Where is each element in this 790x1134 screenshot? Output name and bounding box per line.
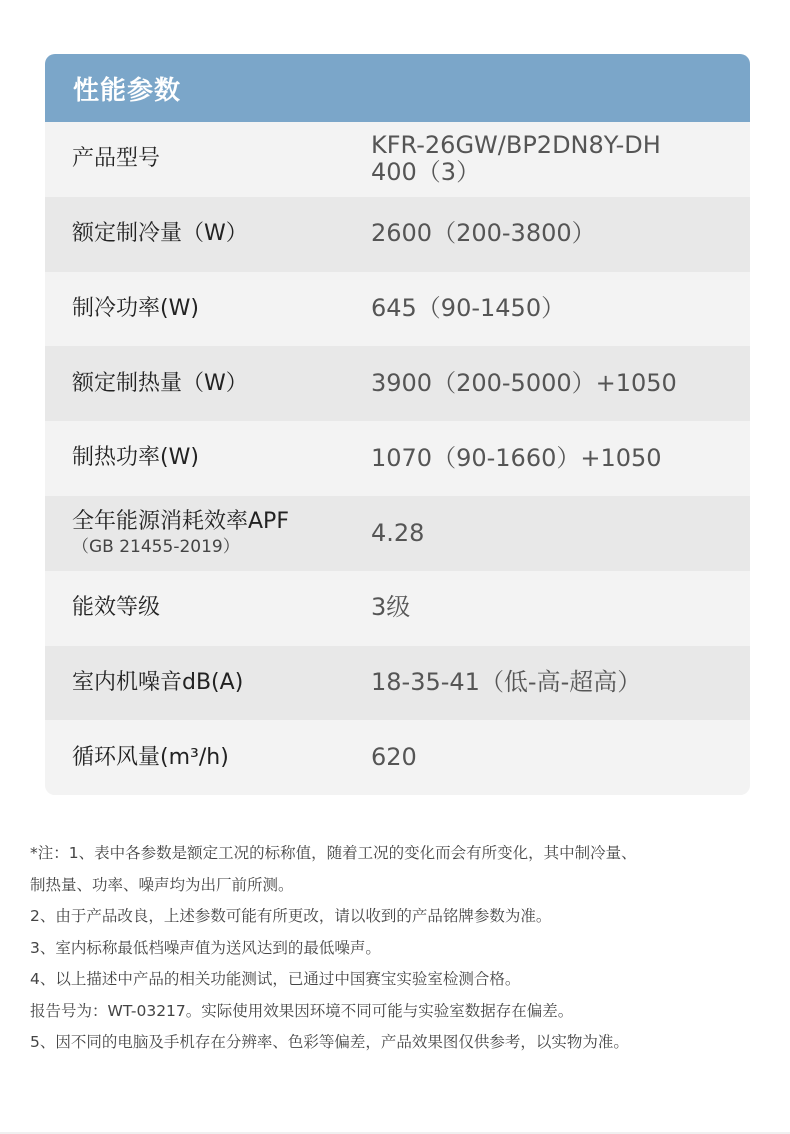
spec-value: 4.28 (371, 518, 425, 547)
note-line: 5、因不同的电脑及手机存在分辨率、色彩等偏差，产品效果图仅供参考，以实物为准。 (30, 1033, 629, 1051)
note-line: 2、由于产品改良，上述参数可能有所更改，请以收到的产品铭牌参数为准。 (30, 907, 552, 925)
spec-label-main: 全年能源消耗效率APF (72, 508, 289, 534)
spec-label: 产品型号 (72, 146, 161, 172)
section-title: 性能参数 (73, 75, 182, 106)
spec-row-apf (45, 496, 750, 571)
spec-label: 额定制冷量（W） (72, 221, 248, 246)
spec-value: 18-35-41（低-高-超高） (371, 668, 642, 697)
spec-label-standard: （GB 21455-2019） (72, 537, 240, 558)
spec-row-energy-grade (45, 571, 750, 646)
spec-value: 2600（200-3800） (371, 219, 596, 248)
note-line: 3、室内标称最低档噪声值为送风达到的最低噪声。 (30, 938, 381, 957)
note-line: *注：1、表中各参数是额定工况的标称值，随着工况的变化而会有所变化，其中制冷量、 (30, 844, 637, 862)
spec-label: 室内机噪音dB(A) (72, 669, 244, 695)
spec-row-heating-capacity (45, 346, 750, 421)
spec-row-cooling-capacity (45, 197, 750, 272)
spec-row-cooling-power (45, 272, 750, 347)
spec-label: 能效等级 (72, 594, 161, 620)
spec-value: 3级 (371, 593, 411, 622)
note-line: 4、以上描述中产品的相关功能测试，已通过中国赛宝实验室检测合格。 (30, 970, 521, 988)
spec-row-noise (45, 646, 750, 721)
spec-value: KFR-26GW/BP2DN8Y-DH400（3） (371, 130, 661, 187)
spec-row-airflow (45, 720, 750, 795)
spec-label (45, 509, 371, 558)
footnotes (30, 838, 765, 1059)
spec-value: 620 (371, 742, 417, 771)
spec-header (45, 54, 750, 122)
spec-label: 制冷功率(W) (72, 295, 199, 321)
note-line: 报告号为：WT-03217。实际使用效果因环境不同可能与实验室数据存在偏差。 (30, 1001, 574, 1020)
note-line: 制热量、功率、噪声均为出厂前所测。 (30, 875, 294, 894)
spec-label: 制热功率(W) (72, 445, 199, 471)
spec-value: 645（90-1450） (371, 294, 566, 323)
spec-row-model (45, 122, 750, 197)
spec-label: 额定制热量（W） (72, 370, 248, 396)
spec-row-heating-power (45, 421, 750, 496)
spec-table (45, 54, 750, 795)
spec-label: 循环风量(m³/h) (72, 744, 229, 770)
spec-value: 3900（200-5000）+1050 (371, 368, 677, 397)
spec-value: 1070（90-1660）+1050 (371, 443, 662, 472)
